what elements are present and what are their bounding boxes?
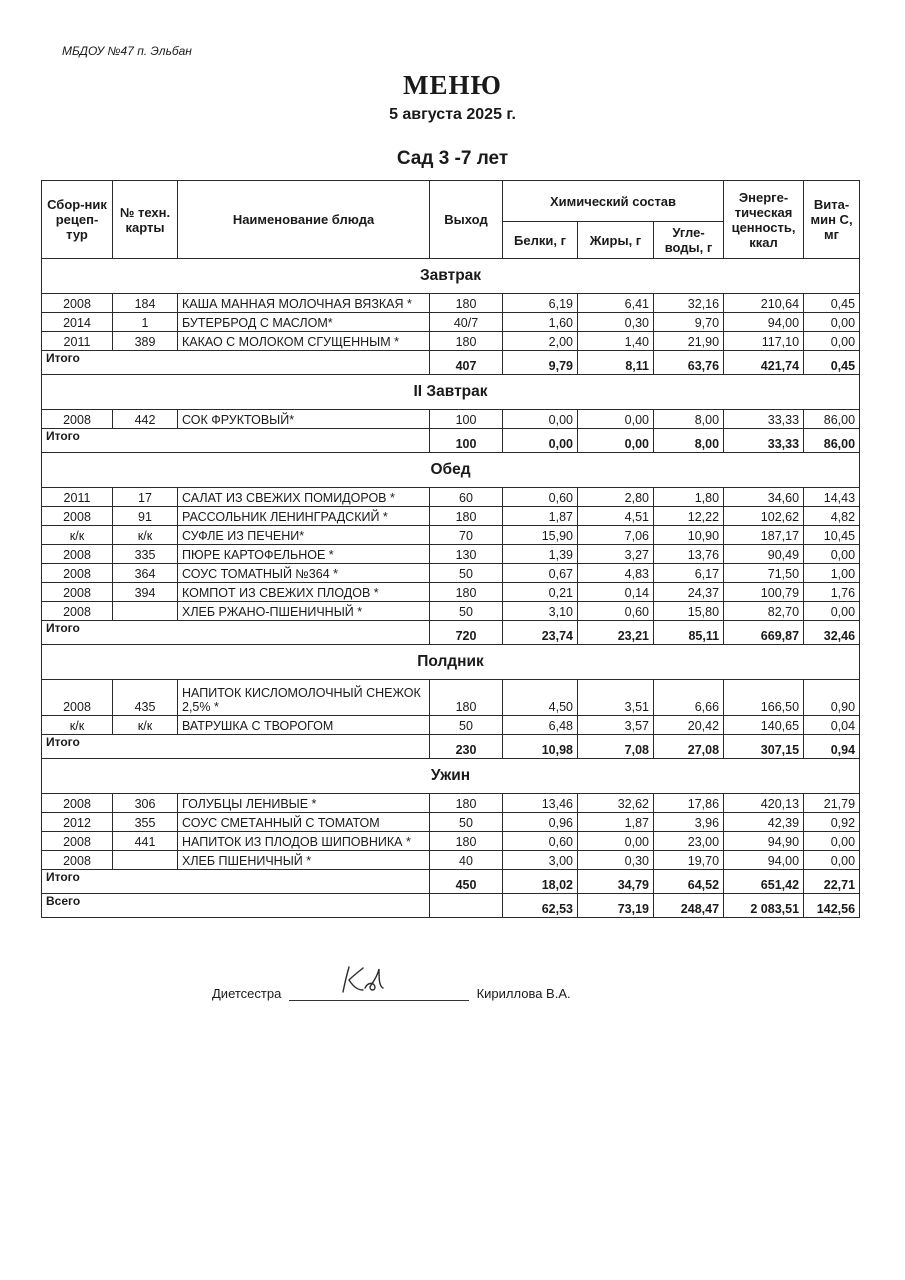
- fat-cell: 1,40: [578, 332, 654, 351]
- portion-cell: 180: [430, 332, 503, 351]
- total-fat-cell: 0,00: [578, 429, 654, 453]
- total-carbs-cell: 8,00: [654, 429, 724, 453]
- menu-item-row: [42, 564, 860, 583]
- header-fat: Жиры, г: [578, 222, 654, 259]
- fat-cell: 0,30: [578, 851, 654, 870]
- fat-cell: 0,14: [578, 583, 654, 602]
- tech-card-cell: 91: [113, 507, 178, 526]
- header-vyhod: Выход: [430, 181, 503, 259]
- dish-name-cell: ГОЛУБЦЫ ЛЕНИВЫЕ *: [178, 794, 430, 813]
- carbs-cell: 20,42: [654, 716, 724, 735]
- menu-item-row: [42, 526, 860, 545]
- portion-cell: 130: [430, 545, 503, 564]
- total-energy-cell: 33,33: [724, 429, 804, 453]
- section-title: Обед: [42, 453, 860, 488]
- section-header-row: [42, 375, 860, 410]
- protein-cell: 3,00: [503, 851, 578, 870]
- menu-item-row: [42, 813, 860, 832]
- total-carbs-cell: 64,52: [654, 870, 724, 894]
- portion-cell: 40/7: [430, 313, 503, 332]
- recipe-collection-cell: 2008: [42, 602, 113, 621]
- tech-card-cell: 441: [113, 832, 178, 851]
- recipe-collection-cell: 2008: [42, 294, 113, 313]
- tech-card-cell: 355: [113, 813, 178, 832]
- dish-name-cell: СОУС ТОМАТНЫЙ №364 *: [178, 564, 430, 583]
- vitamin-c-cell: 14,43: [804, 488, 860, 507]
- section-header-row: [42, 259, 860, 294]
- tech-card-cell: 335: [113, 545, 178, 564]
- dish-name-cell: БУТЕРБРОД С МАСЛОМ*: [178, 313, 430, 332]
- dish-name-cell: КОМПОТ ИЗ СВЕЖИХ ПЛОДОВ *: [178, 583, 430, 602]
- protein-cell: 0,21: [503, 583, 578, 602]
- total-carbs-cell: 27,08: [654, 735, 724, 759]
- fat-cell: 2,80: [578, 488, 654, 507]
- fat-cell: 3,27: [578, 545, 654, 564]
- total-label: Итого: [42, 870, 430, 894]
- header-protein: Белки, г: [503, 222, 578, 259]
- energy-cell: 187,17: [724, 526, 804, 545]
- menu-item-row: [42, 313, 860, 332]
- section-total-row: [42, 351, 860, 375]
- recipe-collection-cell: 2008: [42, 832, 113, 851]
- total-fat-cell: 23,21: [578, 621, 654, 645]
- protein-cell: 6,19: [503, 294, 578, 313]
- vitamin-c-cell: 0,00: [804, 313, 860, 332]
- header-vitamin-c: Вита-мин С, мг: [804, 181, 860, 259]
- protein-cell: 6,48: [503, 716, 578, 735]
- recipe-collection-cell: к/к: [42, 716, 113, 735]
- portion-cell: 180: [430, 294, 503, 313]
- tech-card-cell: [113, 851, 178, 870]
- vitamin-c-cell: 0,00: [804, 851, 860, 870]
- protein-cell: 13,46: [503, 794, 578, 813]
- recipe-collection-cell: 2008: [42, 794, 113, 813]
- recipe-collection-cell: 2008: [42, 507, 113, 526]
- header-chem-composition: Химический состав: [503, 181, 724, 222]
- carbs-cell: 1,80: [654, 488, 724, 507]
- section-header-row: [42, 759, 860, 794]
- signature-line: [289, 986, 469, 1001]
- protein-cell: 3,10: [503, 602, 578, 621]
- carbs-cell: 32,16: [654, 294, 724, 313]
- total-label: Итого: [42, 351, 430, 375]
- carbs-cell: 6,66: [654, 680, 724, 716]
- vitamin-c-cell: 10,45: [804, 526, 860, 545]
- carbs-cell: 13,76: [654, 545, 724, 564]
- recipe-collection-cell: к/к: [42, 526, 113, 545]
- recipe-collection-cell: 2008: [42, 851, 113, 870]
- total-protein-cell: 10,98: [503, 735, 578, 759]
- portion-cell: 50: [430, 813, 503, 832]
- header-tech-card: № техн. карты: [113, 181, 178, 259]
- menu-item-row: [42, 545, 860, 564]
- total-protein-cell: 0,00: [503, 429, 578, 453]
- tech-card-cell: к/к: [113, 526, 178, 545]
- recipe-collection-cell: 2012: [42, 813, 113, 832]
- vitamin-c-cell: 0,00: [804, 832, 860, 851]
- protein-cell: 1,60: [503, 313, 578, 332]
- fat-cell: 4,83: [578, 564, 654, 583]
- total-protein-cell: 18,02: [503, 870, 578, 894]
- section-title: Полдник: [42, 645, 860, 680]
- tech-card-cell: 364: [113, 564, 178, 583]
- total-label: Итого: [42, 429, 430, 453]
- menu-body: [42, 259, 860, 918]
- fat-cell: 0,30: [578, 313, 654, 332]
- dish-name-cell: ВАТРУШКА С ТВОРОГОМ: [178, 716, 430, 735]
- carbs-cell: 8,00: [654, 410, 724, 429]
- portion-cell: 180: [430, 507, 503, 526]
- recipe-collection-cell: 2008: [42, 410, 113, 429]
- menu-item-row: [42, 410, 860, 429]
- carbs-cell: 21,90: [654, 332, 724, 351]
- protein-cell: 4,50: [503, 680, 578, 716]
- energy-cell: 102,62: [724, 507, 804, 526]
- dish-name-cell: ПЮРЕ КАРТОФЕЛЬНОЕ *: [178, 545, 430, 564]
- energy-cell: 94,90: [724, 832, 804, 851]
- header-sbornik: Сбор-ник рецеп-тур: [42, 181, 113, 259]
- total-label: Итого: [42, 621, 430, 645]
- menu-table: [41, 180, 860, 918]
- energy-cell: 82,70: [724, 602, 804, 621]
- menu-item-row: [42, 716, 860, 735]
- portion-cell: 180: [430, 832, 503, 851]
- portion-cell: 70: [430, 526, 503, 545]
- tech-card-cell: к/к: [113, 716, 178, 735]
- protein-cell: 0,60: [503, 832, 578, 851]
- grand-total-row: [42, 894, 860, 918]
- energy-cell: 71,50: [724, 564, 804, 583]
- fat-cell: 4,51: [578, 507, 654, 526]
- total-vitamin-c-cell: 32,46: [804, 621, 860, 645]
- portion-cell: 60: [430, 488, 503, 507]
- fat-cell: 32,62: [578, 794, 654, 813]
- protein-cell: 0,67: [503, 564, 578, 583]
- signer-role: Диетсестра: [212, 986, 282, 1001]
- tech-card-cell: 184: [113, 294, 178, 313]
- energy-cell: 90,49: [724, 545, 804, 564]
- menu-item-row: [42, 294, 860, 313]
- menu-item-row: [42, 332, 860, 351]
- section-total-row: [42, 621, 860, 645]
- grand-total-protein-cell: 62,53: [503, 894, 578, 918]
- total-vitamin-c-cell: 86,00: [804, 429, 860, 453]
- portion-cell: 180: [430, 583, 503, 602]
- portion-cell: 40: [430, 851, 503, 870]
- portion-cell: 50: [430, 602, 503, 621]
- section-header-row: [42, 453, 860, 488]
- tech-card-cell: 394: [113, 583, 178, 602]
- recipe-collection-cell: 2008: [42, 545, 113, 564]
- grand-total-fat-cell: 73,19: [578, 894, 654, 918]
- vitamin-c-cell: 1,76: [804, 583, 860, 602]
- carbs-cell: 17,86: [654, 794, 724, 813]
- menu-item-row: [42, 832, 860, 851]
- energy-cell: 166,50: [724, 680, 804, 716]
- section-header-row: [42, 645, 860, 680]
- energy-cell: 34,60: [724, 488, 804, 507]
- total-vitamin-c-cell: 0,45: [804, 351, 860, 375]
- vitamin-c-cell: 0,00: [804, 602, 860, 621]
- grand-total-portion-cell: [430, 894, 503, 918]
- total-fat-cell: 8,11: [578, 351, 654, 375]
- total-carbs-cell: 63,76: [654, 351, 724, 375]
- total-portion-cell: 407: [430, 351, 503, 375]
- energy-cell: 210,64: [724, 294, 804, 313]
- tech-card-cell: 435: [113, 680, 178, 716]
- vitamin-c-cell: 1,00: [804, 564, 860, 583]
- energy-cell: 42,39: [724, 813, 804, 832]
- age-group: Сад 3 -7 лет: [396, 148, 509, 169]
- recipe-collection-cell: 2014: [42, 313, 113, 332]
- protein-cell: 1,39: [503, 545, 578, 564]
- portion-cell: 50: [430, 564, 503, 583]
- fat-cell: 6,41: [578, 294, 654, 313]
- tech-card-cell: 442: [113, 410, 178, 429]
- menu-item-row: [42, 488, 860, 507]
- vitamin-c-cell: 86,00: [804, 410, 860, 429]
- protein-cell: 1,87: [503, 507, 578, 526]
- dish-name-cell: КАША МАННАЯ МОЛОЧНАЯ ВЯЗКАЯ *: [178, 294, 430, 313]
- total-portion-cell: 450: [430, 870, 503, 894]
- menu-item-row: [42, 507, 860, 526]
- tech-card-cell: 17: [113, 488, 178, 507]
- dish-name-cell: САЛАТ ИЗ СВЕЖИХ ПОМИДОРОВ *: [178, 488, 430, 507]
- carbs-cell: 15,80: [654, 602, 724, 621]
- protein-cell: 0,00: [503, 410, 578, 429]
- total-fat-cell: 7,08: [578, 735, 654, 759]
- grand-total-label: Всего: [42, 894, 430, 918]
- tech-card-cell: [113, 602, 178, 621]
- total-vitamin-c-cell: 22,71: [804, 870, 860, 894]
- menu-item-row: [42, 583, 860, 602]
- fat-cell: 0,00: [578, 832, 654, 851]
- protein-cell: 15,90: [503, 526, 578, 545]
- vitamin-c-cell: 0,92: [804, 813, 860, 832]
- total-portion-cell: 230: [430, 735, 503, 759]
- header-energy: Энерге-тическая ценность, ккал: [724, 181, 804, 259]
- carbs-cell: 24,37: [654, 583, 724, 602]
- section-total-row: [42, 735, 860, 759]
- total-energy-cell: 669,87: [724, 621, 804, 645]
- vitamin-c-cell: 0,45: [804, 294, 860, 313]
- menu-date: 5 августа 2025 г.: [389, 106, 516, 123]
- menu-item-row: [42, 794, 860, 813]
- recipe-collection-cell: 2011: [42, 488, 113, 507]
- fat-cell: 7,06: [578, 526, 654, 545]
- organization-name: МБДОУ №47 п. Эльбан: [62, 44, 192, 58]
- recipe-collection-cell: 2008: [42, 564, 113, 583]
- signature-block: [212, 986, 571, 1001]
- menu-item-row: [42, 680, 860, 716]
- recipe-collection-cell: 2008: [42, 680, 113, 716]
- section-title: Ужин: [42, 759, 860, 794]
- vitamin-c-cell: 0,04: [804, 716, 860, 735]
- total-protein-cell: 9,79: [503, 351, 578, 375]
- section-title: II Завтрак: [42, 375, 860, 410]
- dish-name-cell: СУФЛЕ ИЗ ПЕЧЕНИ*: [178, 526, 430, 545]
- total-portion-cell: 100: [430, 429, 503, 453]
- tech-card-cell: 306: [113, 794, 178, 813]
- portion-cell: 100: [430, 410, 503, 429]
- tech-card-cell: 389: [113, 332, 178, 351]
- recipe-collection-cell: 2008: [42, 583, 113, 602]
- section-total-row: [42, 870, 860, 894]
- fat-cell: 3,51: [578, 680, 654, 716]
- total-fat-cell: 34,79: [578, 870, 654, 894]
- vitamin-c-cell: 0,00: [804, 545, 860, 564]
- fat-cell: 0,00: [578, 410, 654, 429]
- grand-total-energy-cell: 2 083,51: [724, 894, 804, 918]
- menu-item-row: [42, 851, 860, 870]
- carbs-cell: 3,96: [654, 813, 724, 832]
- portion-cell: 180: [430, 680, 503, 716]
- total-vitamin-c-cell: 0,94: [804, 735, 860, 759]
- carbs-cell: 19,70: [654, 851, 724, 870]
- section-total-row: [42, 429, 860, 453]
- total-energy-cell: 421,74: [724, 351, 804, 375]
- dish-name-cell: СОУС СМЕТАННЫЙ С ТОМАТОМ: [178, 813, 430, 832]
- carbs-cell: 12,22: [654, 507, 724, 526]
- tech-card-cell: 1: [113, 313, 178, 332]
- section-title: Завтрак: [42, 259, 860, 294]
- carbs-cell: 10,90: [654, 526, 724, 545]
- header-dish-name: Наименование блюда: [178, 181, 430, 259]
- dish-name-cell: КАКАО С МОЛОКОМ СГУЩЕННЫМ *: [178, 332, 430, 351]
- energy-cell: 33,33: [724, 410, 804, 429]
- total-portion-cell: 720: [430, 621, 503, 645]
- energy-cell: 94,00: [724, 313, 804, 332]
- total-label: Итого: [42, 735, 430, 759]
- carbs-cell: 9,70: [654, 313, 724, 332]
- dish-name-cell: СОК ФРУКТОВЫЙ*: [178, 410, 430, 429]
- carbs-cell: 6,17: [654, 564, 724, 583]
- energy-cell: 100,79: [724, 583, 804, 602]
- menu-item-row: [42, 602, 860, 621]
- header-carbs: Угле-воды, г: [654, 222, 724, 259]
- dish-name-cell: НАПИТОК КИСЛОМОЛОЧНЫЙ СНЕЖОК 2,5% *: [178, 680, 430, 716]
- total-protein-cell: 23,74: [503, 621, 578, 645]
- grand-total-carbs-cell: 248,47: [654, 894, 724, 918]
- energy-cell: 420,13: [724, 794, 804, 813]
- total-energy-cell: 307,15: [724, 735, 804, 759]
- energy-cell: 117,10: [724, 332, 804, 351]
- vitamin-c-cell: 0,00: [804, 332, 860, 351]
- page-title: МЕНЮ: [403, 70, 502, 100]
- portion-cell: 50: [430, 716, 503, 735]
- signer-name: Кириллова В.А.: [476, 986, 571, 1001]
- fat-cell: 3,57: [578, 716, 654, 735]
- energy-cell: 140,65: [724, 716, 804, 735]
- protein-cell: 2,00: [503, 332, 578, 351]
- vitamin-c-cell: 4,82: [804, 507, 860, 526]
- fat-cell: 0,60: [578, 602, 654, 621]
- energy-cell: 94,00: [724, 851, 804, 870]
- portion-cell: 180: [430, 794, 503, 813]
- recipe-collection-cell: 2011: [42, 332, 113, 351]
- fat-cell: 1,87: [578, 813, 654, 832]
- vitamin-c-cell: 0,90: [804, 680, 860, 716]
- dish-name-cell: ХЛЕБ РЖАНО-ПШЕНИЧНЫЙ *: [178, 602, 430, 621]
- vitamin-c-cell: 21,79: [804, 794, 860, 813]
- dish-name-cell: ХЛЕБ ПШЕНИЧНЫЙ *: [178, 851, 430, 870]
- protein-cell: 0,96: [503, 813, 578, 832]
- handwritten-signature: [337, 964, 387, 996]
- total-carbs-cell: 85,11: [654, 621, 724, 645]
- dish-name-cell: РАССОЛЬНИК ЛЕНИНГРАДСКИЙ *: [178, 507, 430, 526]
- total-energy-cell: 651,42: [724, 870, 804, 894]
- protein-cell: 0,60: [503, 488, 578, 507]
- carbs-cell: 23,00: [654, 832, 724, 851]
- grand-total-vitamin-c-cell: 142,56: [804, 894, 860, 918]
- dish-name-cell: НАПИТОК ИЗ ПЛОДОВ ШИПОВНИКА *: [178, 832, 430, 851]
